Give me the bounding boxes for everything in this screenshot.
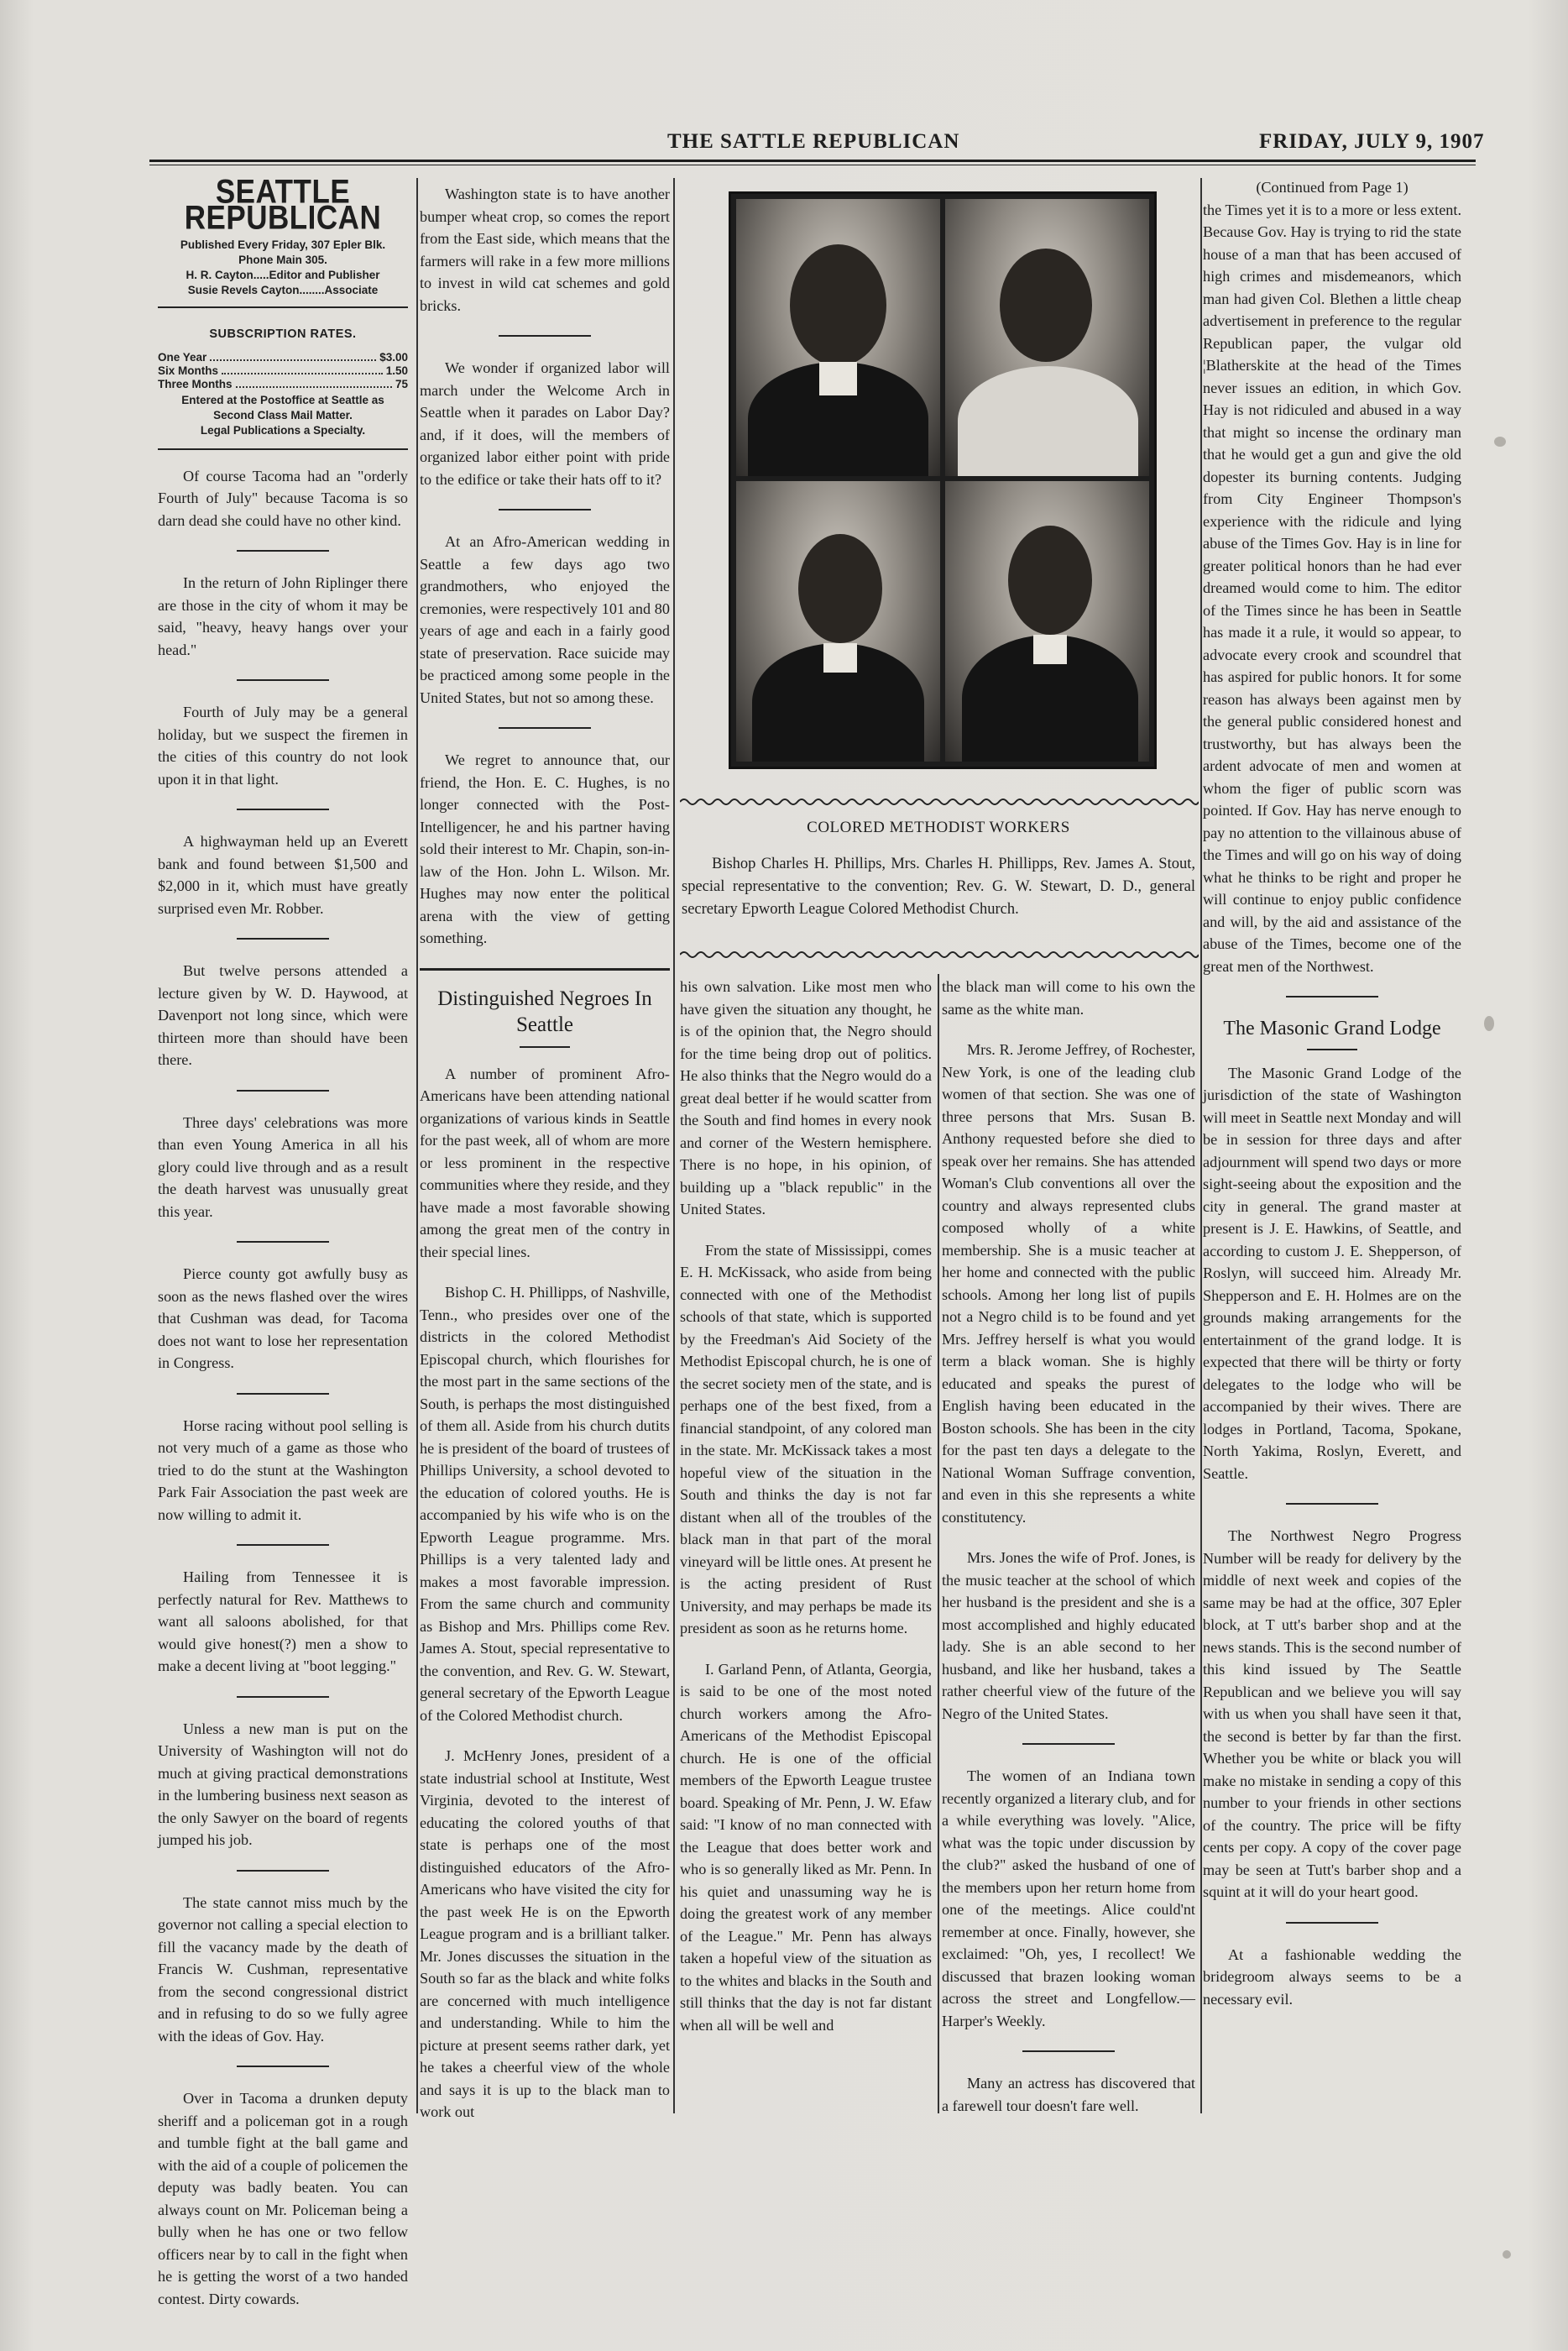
header-rule [149, 160, 1476, 162]
paragraph: At a fashionable wedding the bridegroom always seems to be a necessary evil. [1203, 1945, 1461, 2008]
page-blemish [1503, 2250, 1511, 2259]
rate-row [158, 378, 408, 391]
entry-line: Entered at the Postoffice at Seattle as [181, 393, 384, 406]
paragraph: Hailing from Tennessee it is perfectly natural for Rev. Matthews to want all saloons abolished, for that would give honest(?) men a show to make a decent living at "boot legging." [158, 1568, 408, 1674]
paragraph: Washington state is to have another bumper wheat crop, so comes the report from the East side, which means that the farmers will rake in a few more millions to invest in wild cat schemes and gold bricks. [420, 186, 670, 314]
running-head-title: THE SATTLE REPUBLICAN [667, 130, 960, 153]
column-rule [1200, 178, 1202, 2113]
entry-line: Second Class Mail Matter. [213, 408, 353, 422]
rate-term: Six Months [158, 364, 219, 377]
rate-price: 1.50 [385, 364, 408, 377]
masthead-rule [158, 306, 408, 308]
masthead-title: SEATTLE REPUBLICAN [184, 172, 382, 237]
column-4 [942, 976, 1195, 2135]
column-rule [416, 178, 418, 2113]
paragraph: In the return of John Riplinger there are those in the city of whom it may be said, "heavy, heavy hangs over your head." [158, 574, 408, 658]
paragraph: Fourth of July may be a general holiday, but we suspect the firemen in the cities of this country do not look upon it in that light. [158, 704, 408, 788]
paragraph: But twelve persons attended a lecture given by W. D. Haywood, at Davenport not long since, which were thirteen more than should have been there. [158, 962, 408, 1068]
paragraph: Over in Tacoma a drunken deputy sheriff and a policeman got in a rough and tumble fight at the ball game and with the aid of a couple of policemen the deputy was badly beaten. You can always count on Mr. Policeman being a bully when he has one or two fellow officers near by to call in the fight when he is getting the worst of a two handed contest. Dirty cowards. [158, 2090, 408, 2307]
masthead-line: H. R. Cayton.....Editor and Publisher [186, 269, 380, 281]
paragraph: Pierce county got awfully busy as soon as the news flashed over the wires that Cushman was dead, for Tacoma does not want to lose her representation in Congress. [158, 1265, 408, 1371]
photo-caption-title: COLORED METHODIST WORKERS [807, 819, 1070, 836]
masthead-rule [158, 448, 408, 450]
wavy-rule [680, 796, 1199, 808]
paragraph: A highwayman held up an Everett bank and found between $1,500 and $2,000 in it, which must have greatly surprised even Mr. Robber. [158, 833, 408, 917]
paragraph: Mrs. R. Jerome Jeffrey, of Rochester, New York, is one of the leading club women of that section. She was one of three persons that Mrs. Susan B. Anthony requested before she died to speak over her remains. She has attended Woman's Club conventions all over the country and always represented clubs composed wholly of a white membership. She is a music teacher at her home and connected with the public schools. Among her long list of pupils not a Negro child is to be found and yet Mrs. Jeffrey herself is what you would term a black woman. She is highly educated and speaks the purest of English having been educated in the Boston schools. She has been in the city for the past ten days a delegate to the National Woman Suffrage convention, and even in this she represents a white constitutency. [942, 1041, 1195, 1526]
paragraph: From the state of Mississippi, comes E. H. McKissack, who aside from being connected with one of the Methodist schools of that state, which is supported by the Freedman's Aid Society of the Methodist Episcopal church, he is one of the secret society men of the state, and is perhaps one of the best fixed, from a financial standpoint, of any colored man in the state. Mr. McKissack takes a most hopeful view of the situation in the South and thinks the day is not far distant when all of the troubles of the black man in that part of the moral vineyard will be little ones. At present he is the acting president of Rust University, and may perhaps be made its president as soon as he returns home. [680, 1241, 932, 1636]
running-head-date: FRIDAY, JULY 9, 1907 [1259, 130, 1485, 153]
continued-note: (Continued from Page 1) [1256, 179, 1409, 196]
rate-term: Three Months [158, 377, 233, 390]
paragraph: Bishop C. H. Phillipps, of Nashville, Tenn., who presides over one of the districts in the colored Methodist Episcopal church, which flourishes for the most part in the same sections of the South, is perhaps the most distinguished of them all. Aside from his church dutits he is president of the board of trustees of Phillips University, a school devoted to the education of colored youths. He is accompanied by his wife who is on the Epworth League programme. Mrs. Phillips is a very talented lady and makes a most favorable impression. From the same church and community as Bishop and Mrs. Phillips come Rev. James A. Stout, special representative to the convention, and Rev. G. W. Stewart, general secretary of the Epworth League of the Colored Methodist church. [420, 1284, 670, 1724]
paragraph: I. Garland Penn, of Atlanta, Georgia, is said to be one of the most noted church workers among the Afro-Americans of the Methodist Episcopal church. He is one of the official members of the Epworth League trustee board. Speaking of Mr. Penn, J. W. Efaw said: "I know of no man connected with the League that does better work and who is so generally liked as Mr. Penn. In his quiet and unassuming way he is doing the greatest work of any member of the League." Mr. Penn has always taken a hopeful view of the situation as to the whites and blacks in the South and still thinks that the day is not far distant when all will be well and [680, 1660, 932, 2034]
paragraph: Unless a new man is put on the University of Washington will not do much at giving practical demonstrations in the lumbering business next season as the only Sawyer on the board of regents jumped his job. [158, 1720, 408, 1848]
rate-term: One Year [158, 350, 207, 364]
article-rule [420, 968, 670, 971]
column-2 [420, 183, 670, 2142]
rates-title: SUBSCRIPTION RATES. [209, 327, 357, 341]
column-rule [673, 178, 675, 2113]
masthead-line: Susie Revels Cayton........Associate [187, 284, 379, 296]
rate-row [158, 364, 408, 378]
headline-distinguished-negroes: Distinguished Negroes In Seattle [437, 987, 652, 1036]
paragraph: J. McHenry Jones, president of a state industrial school at Institute, West Virginia, devoted to the interest of educating the colored youths of that state is perhaps one of the most distinguished educators of the Afro-Americans who have visited the city for the past week He is on the Epworth League program and is a brilliant talker. Mr. Jones discusses the situation in the South so far as the black and white folks are concerned with much intelligence and understanding. While to him the picture at present seems rather dark, yet he takes a cheerful view of the whole and says it is up to the black man to work out [420, 1747, 670, 2120]
wavy-rule [680, 949, 1199, 961]
column-1 [158, 172, 408, 2328]
paragraph: Horse racing without pool selling is not very much of a game as those who tried to do the stunt at the Washington Park Fair Association the past week are now willing to admit it. [158, 1416, 408, 1523]
paragraph: Of course Tacoma had an "orderly Fourth of July" because Tacoma is so darn dead she could have no other kind. [158, 467, 408, 529]
rate-row [158, 351, 408, 364]
headline-masonic-grand-lodge: The Masonic Grand Lodge [1223, 1018, 1441, 1039]
paragraph: At an Afro-American wedding in Seattle a few days ago two grandmothers, who enjoyed the cremonies, were respectively 101 and 80 years of age and each in a fairly good state of preservation. Race suicide may be practiced among some people in the United States, but not so among these. [420, 533, 670, 706]
rate-price: $3.00 [379, 350, 408, 364]
column-rule [938, 974, 939, 2113]
masthead-info [158, 238, 408, 298]
paragraph: The Masonic Grand Lodge of the jurisdiction of the state of Washington will meet in Seattle next Monday and will be in session for three days and after adjournment will spend two days or more sight-seeing about the exposition and the city in general. The grand master at present is J. E. Hawkins, of Seattle, and according to custom J. E. Shepperson, of Roslyn, will succeed him. Already Mr. Shepperson and E. H. Holmes are on the grounds making arrangements for the entertainment of the grand lodge. It is expected that there will be thirty or forty delegates to the lodge who will be accompanied by their wives. There are lodges in Portland, Tacoma, Spokane, North Yakima, Roslyn, Everett, and Seattle. [1203, 1064, 1461, 1482]
entry-info [158, 393, 408, 438]
paragraph: A number of prominent Afro-Americans have been attending national organizations of various kinds in Seattle for the past week, all of whom are more or less prominent in the respective communities where they reside, and they have made a most favorable showing among the great men of the contry in their special lines. [420, 1065, 670, 1260]
paragraph: We regret to announce that, our friend, the Hon. E. C. Hughes, is no longer connected with the Post-Intelligencer, he and his partner having sold their interest to Mr. Chapin, son-in-law of the Hon. John L. Wilson. Mr. Hughes may now enter the political arena with the view of getting something. [420, 751, 670, 946]
entry-line: Legal Publications a Specialty. [200, 423, 366, 437]
photo-caption: Bishop Charles H. Phillips, Mrs. Charles H. Phillipps, Rev. James A. Stout, special representative to the convention; Rev. G. W. Stewart, D. D., general secretary Epworth League Colored Methodist Church. [682, 856, 1195, 918]
paragraph: We wonder if organized labor will march under the Welcome Arch in Seattle when it parades on Labor Day? and, if it does, will the members of organized labor either point with pride to the edifice or take their hats off to it? [420, 359, 670, 488]
paragraph: The Northwest Negro Progress Number will be ready for delivery by the middle of next week and copies of the same may be had at the office, 307 Epler block, at T utt's barber shop and at the news stands. This is the second number of this kind issued by The Seattle Republican and we believe you will say with us when you shall have seen it that, the second is better by far than the first. Whether you be white or black you will make no mistake in sending a copy of this number to your friends in other sections of the country. The price will be fifty cents per copy. A copy of the cover page may be seen at Tutt's barber shop and a squint at it will do your heart good. [1203, 1527, 1461, 1900]
page-blemish [1494, 437, 1506, 447]
paragraph: The women of an Indiana town recently organized a literary club, and for a while everything was lovely. "Alice, what was the topic under discussion by the club?" asked the husband of one of the members upon her return home from one of the meetings. Alice could'nt remember at once. Finally, however, she exclaimed: "Oh, yes, I recollect! We discussed that brazen looking woman across the street and Longfellow.—Harper's Weekly. [942, 1767, 1195, 2029]
rate-price: 75 [395, 377, 408, 390]
masthead-line: Phone Main 305. [238, 254, 327, 266]
paragraph: the black man will come to his own the same as the white man. [942, 978, 1195, 1018]
paragraph: the Times yet it is to a more or less extent. Because Gov. Hay is trying to rid the state house of a man that has been accused of high crimes and misdemeanors, which man had given Col. Blethen a little cheap advertisement in preference to the regular Republican paper, the vulgar old ¦Blatherskite at the head of the Times never issues an edition, in which Gov. Hay is not ridiculed and abused in a way that might so incense the ordinary man that he would get a gun and give the old dopester its burning contents. Judging from City Engineer Thompson's experience with the ridicule and lying abuse of the Times Gov. Hay is in line for greater political honors than he had ever dreamed would come to him. The editor of the Times since he has been in Seattle has made it a rule, it would so appear, to advocate every crook and scoundrel that has aspired for public honors. It for some reason has always been against men by the general public considered honest and trustworthy, but has always been the ardent advocate of men and women at whom the figer of public scorn was pointed. If Gov. Hay has nerve enough to pay no attention to the villainous abuse of the Times and will go on his way of doing what he thinks to be right and proper he will continue to enjoy public confidence and will, by the aid and assistance of the abuse of the Times, become one of the great men of the Northwest. [1203, 201, 1461, 975]
paragraph: his own salvation. Like most men who have given the situation any thought, he is of the opinion that, the Negro should for the time being drop out of politics. He also thinks that the Negro would do a great deal better if he would scatter from the South and find homes in every nook and corner of the Western hemisphere. There is no hope, in his opinion, of building up a "black republic" in the United States. [680, 978, 932, 1217]
page-blemish [1484, 1016, 1494, 1031]
column-3 [680, 976, 932, 2055]
paragraph: Many an actress has discovered that a farewell tour doesn't fare well. [942, 2075, 1195, 2114]
paragraph: The state cannot miss much by the governor not calling a special election to fill the vacancy made by the death of Francis W. Cushman, representative from the second congressional district and in refusing to do so we fully agree with the ideas of Gov. Hay. [158, 1893, 408, 2045]
paragraph: Three days' celebrations was more than even Young America in all his glory could live through and as a result the death harvest was unusually great this year. [158, 1113, 408, 1220]
column-5 [1203, 176, 1461, 2029]
portrait-photo [729, 191, 1157, 769]
paragraph: Mrs. Jones the wife of Prof. Jones, is the music teacher at the school of which her husband is the president and she is a most accomplished and highly educated lady. She is an able second to her husband, and like her husband, takes a rather cheerful view of the future of the Negro of the United States. [942, 1549, 1195, 1722]
masthead-line: Published Every Friday, 307 Epler Blk. [180, 238, 386, 251]
